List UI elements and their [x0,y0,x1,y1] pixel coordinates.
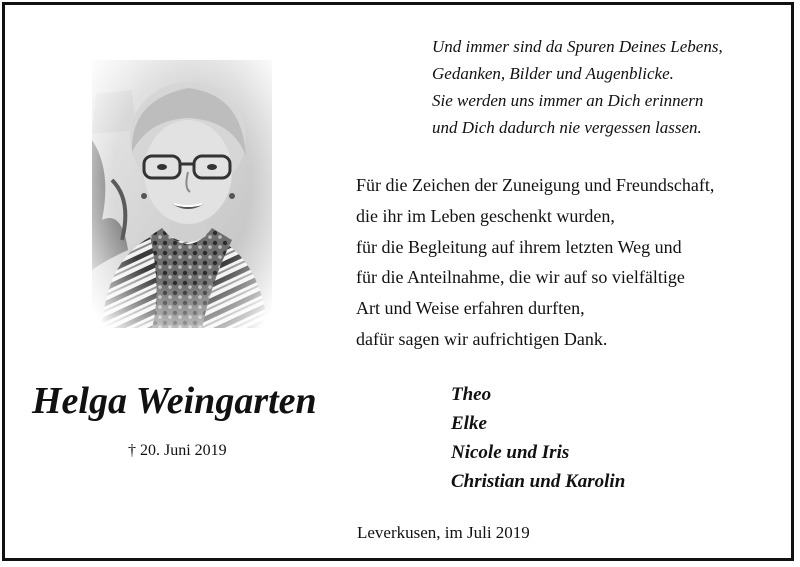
family-member: Christian und Karolin [451,471,626,492]
family-member: Elke [451,413,487,434]
family-signatures [451,380,751,496]
thanks-text [356,170,786,355]
thanks-line: für die Anteilnahme, die wir auf so vielfältige [356,267,685,288]
thanks-line: dafür sagen wir aufrichtigen Dank. [356,328,608,349]
family-member: Theo [451,384,492,405]
poem-line: und Dich dadurch nie vergessen lassen. [432,118,702,137]
deceased-name: Helga Weingarten [32,380,317,422]
portrait-photo [92,60,272,328]
thanks-line: Art und Weise erfahren durften, [356,298,585,319]
thanks-line: für die Begleitung auf ihrem letzten Weg und [356,236,682,257]
place-date: Leverkusen, im Juli 2019 [357,523,530,542]
poem-verse [432,33,782,141]
poem-line: Gedanken, Bilder und Augenblicke. [432,64,674,83]
poem-line: Und immer sind da Spuren Deines Lebens, [432,37,723,56]
family-member: Nicole und Iris [451,442,570,463]
death-date: † 20. Juni 2019 [128,442,227,459]
thanks-line: die ihr im Leben geschenkt wurden, [356,205,615,226]
thanks-line: Für die Zeichen der Zuneigung und Freundschaft, [356,175,715,195]
poem-line: Sie werden uns immer an Dich erinnern [432,91,704,110]
